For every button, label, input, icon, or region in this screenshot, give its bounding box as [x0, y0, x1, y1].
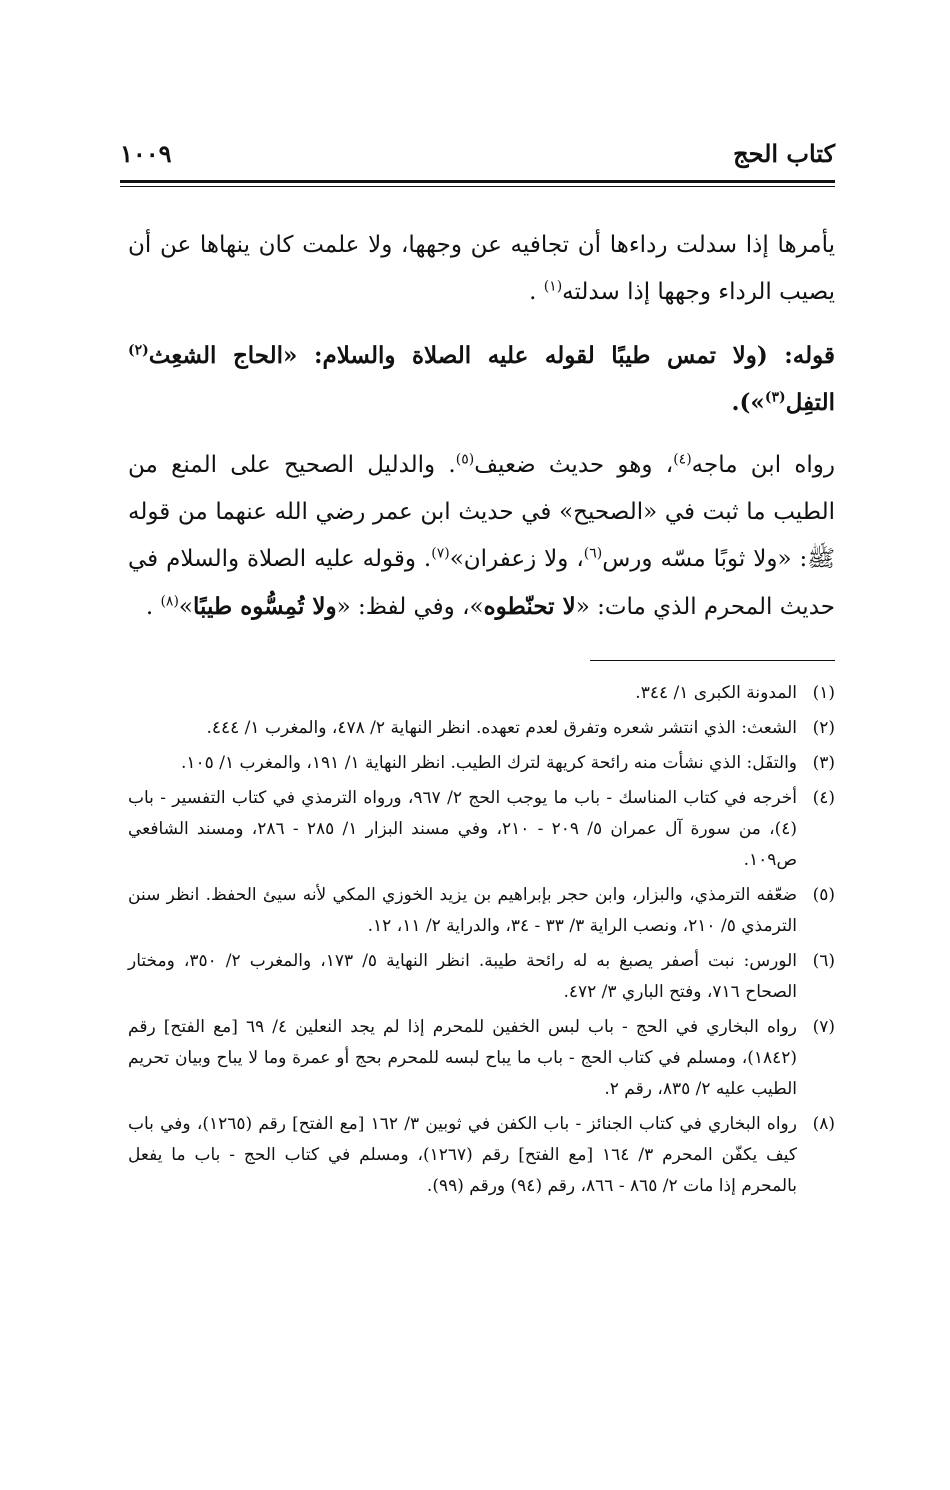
page-number: ١٠٠٩: [120, 139, 172, 168]
footnote-separator: [590, 660, 835, 661]
footnote-number: (٨): [812, 1114, 835, 1134]
footnote-ref-1: (١): [543, 278, 563, 295]
paragraph-3-part7: »: [178, 594, 193, 620]
main-text: [128, 222, 835, 631]
paragraph-3-part2: ، وهو حديث ضعيف: [474, 452, 674, 478]
footnote-number: (٦): [812, 951, 835, 971]
header-rule-thin: [120, 186, 835, 187]
footnote-text: رواه البخاري في كتاب الجنائز - باب الكفن في ثوبين ٣/ ١٦٢ [مع الفتح] رقم (١٢٦٥)، وفي باب كيف يكفّن المحرم ٣/ ١٦٤ [مع الفتح] رقم (١٢٦٧)، ومسلم في كتاب الحج - باب ما يفعل بالمحرم إذا مات ٢/ ٨٦٥ - ٨٦٦، رقم (٩٤) ورقم (٩٩).: [128, 1114, 797, 1196]
footnote-7: [128, 1012, 835, 1105]
paragraph-3-part3: . والدليل الصحيح على المنع من الطيب ما ثبت في «الصحيح» في حديث ابن عمر رضي الله عنهما من قوله ﷺ: «ولا ثوبًا مسّه ورس: [128, 452, 835, 572]
footnote-ref-2: (٢): [128, 342, 149, 359]
quote-bold-2: ولا تُمِسُّوه طيبًا: [193, 593, 337, 620]
paragraph-3-part1: رواه ابن ماجه: [691, 452, 836, 478]
footnotes: [128, 678, 835, 1206]
footnote-ref-8: (٨): [160, 593, 179, 610]
footnote-ref-5: (٥): [455, 451, 475, 468]
paragraph-3-end: .: [145, 594, 154, 620]
paragraph-3-part6: »، وفي لفظ: «: [336, 594, 484, 620]
book-title: كتاب الحج: [733, 139, 835, 168]
footnote-1: [128, 678, 835, 709]
footnote-number: (٧): [812, 1017, 835, 1037]
footnote-text: والتفَل: الذي نشأت منه رائحة كريهة لترك الطيب. انظر النهاية ١/ ١٩١، والمغرب ١/ ١٠٥.: [180, 753, 797, 773]
footnote-number: (١): [812, 683, 835, 703]
paragraph-2: [128, 332, 835, 426]
footnote-text: رواه البخاري في الحج - باب لبس الخفين للمحرم إذا لم يجد النعلين ٤/ ٦٩ [مع الفتح] رقم (١٨٤٢)، ومسلم في كتاب الحج - باب ما يباح لبسه للمحرم بحج أو عمرة وما لا يباح وبيان تحريم الطيب عليه ٢/ ٨٣٥، رقم ٢.: [128, 1017, 798, 1099]
footnote-text: ضعّفه الترمذي، والبزار، وابن حجر بإبراهيم بن يزيد الخوزي المكي لأنه سيئ الحفظ. انظر سنن الترمذي ٥/ ٢١٠، ونصب الراية ٣/ ٣٣ - ٣٤، والدراية ٢/ ١١، ١٢.: [128, 885, 797, 936]
footnote-text: الورس: نبت أصفر يصبغ به له رائحة طيبة. انظر النهاية ٥/ ١٧٣، والمغرب ٢/ ٣٥٠، ومختار الصحاح ٧١٦، وفتح الباري ٣/ ٤٧٢.: [128, 951, 797, 1002]
paragraph-2-end: »).: [731, 389, 765, 416]
footnote-2: [128, 713, 835, 744]
footnote-ref-3: (٣): [764, 389, 786, 406]
paragraph-2-lead: قوله: (ولا تمس طيبًا لقوله عليه الصلاة والسلام: «الحاج الشعِث: [148, 342, 835, 369]
footnote-text: الشعث: الذي انتشر شعره وتفرق لعدم تعهده. انظر النهاية ٢/ ٤٧٨، والمغرب ١/ ٤٤٤.: [206, 718, 797, 738]
paragraph-1: [128, 222, 835, 316]
footnote-ref-4: (٤): [673, 451, 692, 468]
footnote-ref-7: (٧): [431, 545, 450, 562]
running-header: [120, 135, 835, 175]
footnote-number: (٣): [812, 753, 835, 773]
footnote-number: (٢): [812, 718, 835, 738]
paragraph-3: [128, 442, 835, 631]
footnote-number: (٥): [812, 885, 835, 905]
footnote-6: [128, 946, 835, 1008]
footnote-text: أخرجه في كتاب المناسك - باب ما يوجب الحج ٢/ ٩٦٧، ورواه الترمذي في كتاب التفسير - باب (٤)، من سورة آل عمران ٥/ ٢٠٩ - ٢١٠، وفي مسند البزار ١/ ٢٨٥ - ٢٨٦، ومسند الشافعي ص١٠٩.: [128, 788, 797, 870]
paragraph-3-part4: ، ولا زعفران»: [449, 546, 584, 572]
quote-bold-1: لا تحنّطوه: [483, 593, 576, 620]
footnote-3: [128, 748, 835, 779]
paragraph-2-mid: التفِل: [785, 389, 835, 416]
footnote-ref-6: (٦): [583, 545, 603, 562]
footnote-number: (٤): [812, 788, 835, 808]
footnote-5: [128, 880, 835, 942]
paragraph-1-end: .: [529, 279, 537, 305]
paragraph-1-text: يأمرها إذا سدلت رداءها أن تجافيه عن وجهها، ولا علمت كان ينهاها عن أن يصيب الرداء وجهها إذا سدلته: [128, 232, 835, 305]
paragraph-3-part5: . وقوله عليه الصلاة والسلام في حديث المحرم الذي مات: «: [128, 546, 835, 620]
footnote-4: [128, 783, 835, 876]
footnote-text: المدونة الكبرى ١/ ٣٤٤.: [635, 683, 797, 703]
header-rule-thick: [120, 180, 835, 183]
footnote-8: [128, 1109, 835, 1202]
